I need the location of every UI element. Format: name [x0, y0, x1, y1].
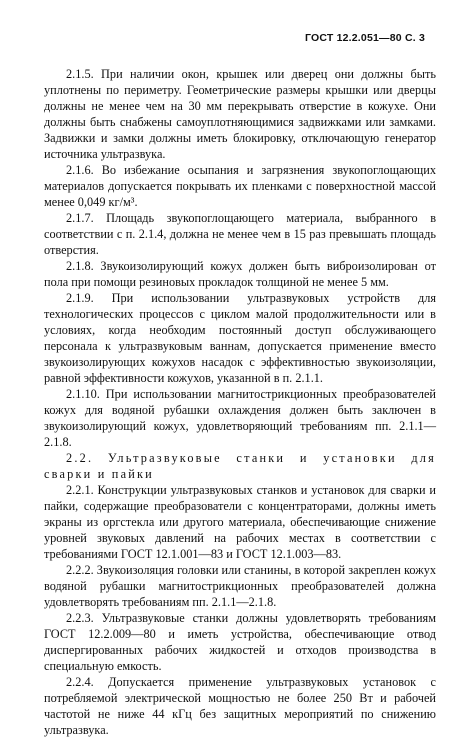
paragraph-2-2-1: 2.2.1. Конструкции ультразвуковых станков и установок для сварки и пайки, содержащие преобразователи с концентраторами, должны иметь экраны из оргстекла или другого материала, обеспечивающие снижение уровней звуковых давлений на рабочих местах в соответствии с требованиями ГОСТ 12.1.001—83 и ГОСТ 12.1.003—83.: [44, 483, 436, 561]
running-header: ГОСТ 12.2.051—80 С. 3: [304, 32, 425, 44]
section-heading-2-2: 2.2. Ультразвуковые станки и установки для сварки и пайки: [44, 451, 436, 481]
paragraph-2-2-4: 2.2.4. Допускается применение ультразвуковых установок с потребляемой электрической мощностью не более 250 Вт и рабочей частотой не ниже 44 кГц без защитных мероприятий по снижению ультразвука.: [44, 675, 436, 737]
paragraph-2-1-7: 2.1.7. Площадь звукопоглощающего материала, выбранного в соответствии с п. 2.1.4, должна не менее чем в 15 раз превышать площадь отверстия.: [44, 211, 436, 257]
paragraph-2-1-9: 2.1.9. При использовании ультразвуковых устройств для технологических процессов с циклом малой продолжительности или в условиях, когда необходим постоянный доступ обслуживающего персонала к ультразвуковым ваннам, допускается применение вместо звукоизолирующих кожухов насадок с эффективностью звукоизоляции, равной эффективности кожухов, указанной в п. 2.1.1.: [44, 291, 436, 385]
paragraph-2-1-5: 2.1.5. При наличии окон, крышек или дверец они должны быть уплотнены по периметру. Геометрические размеры крышки или дверцы должны не менее чем на 30 мм перекрывать отверстие в кожухе. Они должны быть снабжены самоуплотняющимися задвижками или замками. Задвижки и замки должны иметь блокировку, отключающую генератор источника ультразвука.: [44, 67, 436, 161]
document-body: [44, 66, 436, 738]
paragraph-2-1-6: 2.1.6. Во избежание осыпания и загрязнения звукопоглощающих материалов допускается покрывать их пленками с поверхностной массой менее 0,049 кг/м³.: [44, 163, 436, 209]
paragraph-2-2-3: 2.2.3. Ультразвуковые станки должны удовлетворять требованиям ГОСТ 12.2.009—80 и иметь устройства, обеспечивающие отвод диспергированных рабочих жидкостей и отходов производства в специальную емкость.: [44, 611, 436, 673]
paragraph-2-1-10: 2.1.10. При использовании магнитострикционных преобразователей кожух для водяной рубашки охлаждения должен быть заключен в звукоизолирующий кожух, удовлетворяющий требованиям пп. 2.1.1—2.1.8.: [44, 387, 436, 449]
paragraph-2-2-2: 2.2.2. Звукоизоляция головки или станины, в которой закреплен кожух водяной рубашки магнитострикционных преобразователей должна удовлетворять требованиям пп. 2.1.1—2.1.8.: [44, 563, 436, 609]
paragraph-2-1-8: 2.1.8. Звукоизолирующий кожух должен быть виброизолирован от пола при помощи резиновых прокладок толщиной не менее 5 мм.: [44, 259, 436, 289]
